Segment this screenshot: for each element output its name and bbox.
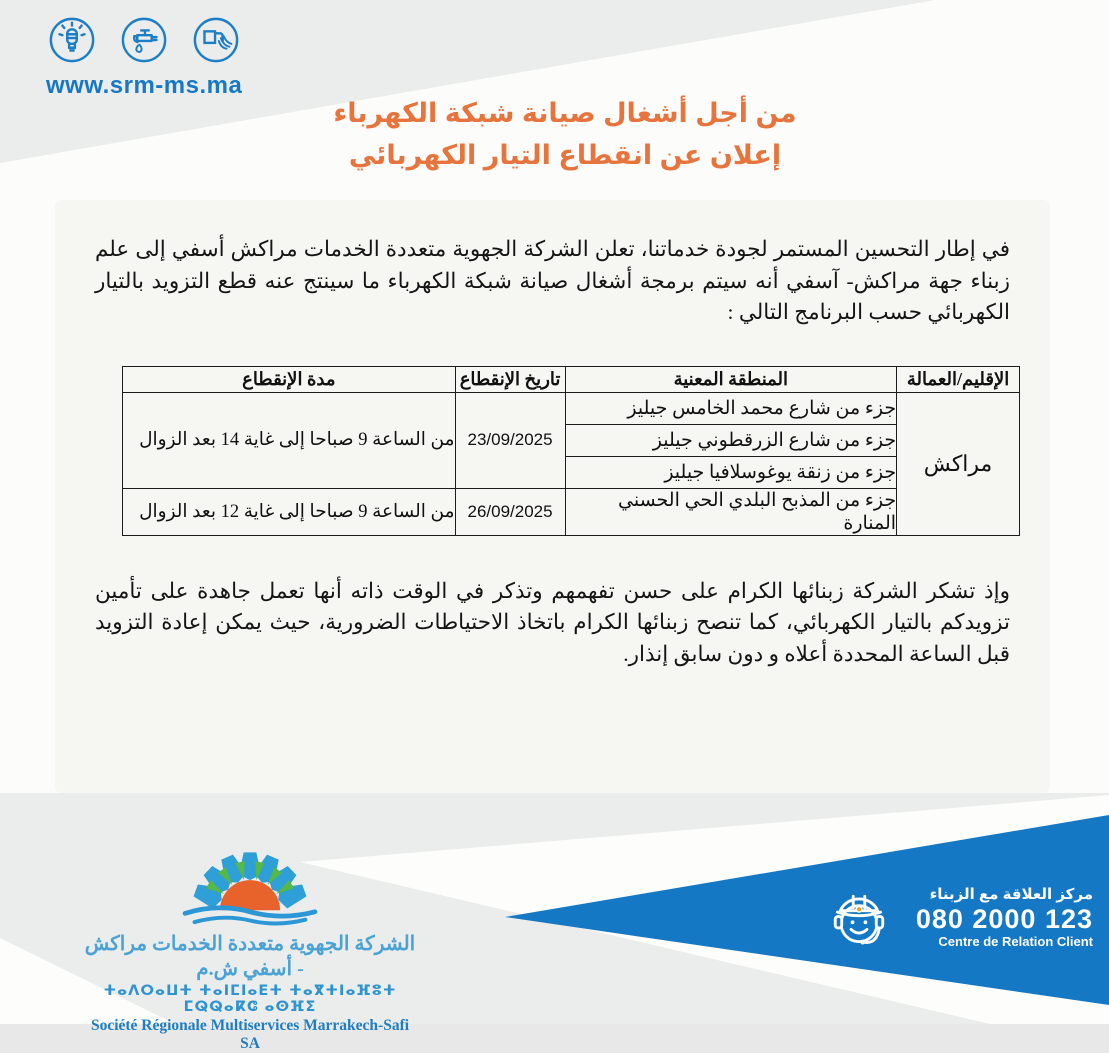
crc-label-french: Centre de Relation Client: [938, 934, 1093, 949]
website-link[interactable]: www.srm-ms.ma: [46, 72, 243, 99]
table-header-row: [123, 366, 1020, 392]
service-icons: [48, 16, 240, 64]
company-logo-block: [80, 835, 420, 1053]
electricity-icon: [48, 16, 96, 64]
title-line-2: إعلان عن انقطاع التيار الكهربائي: [348, 140, 782, 170]
area-cell: جزء من شارع الزرقطوني جيليز: [565, 424, 897, 456]
crc-phone-number: 080 2000 123: [915, 904, 1093, 934]
company-name-tifinagh: ⵜⴰⴷⵔⴰⵡⵜ ⵜⴰⵏⵎⵏⴰⴹⵜ ⵜⴰⴳⵜⵏⴰⴼⵓⵜ ⵎⵕⵕⴰⴽⵛ ⴰⵙⴼⵉ: [103, 983, 397, 1015]
intro-paragraph: في إطار التحسين المستمر لجودة خدماتنا، تعلن الشركة الجهوية متعددة الخدمات مراكش أسفي إلى علم زبناء جهة مراكش- آسفي أنه سيتم برمجة أشغال صيانة شبكة الكهرباء ما سينتج عنه قطع التزويد بالتيار الكهربائي حسب البرنامج التالي :: [95, 237, 1010, 324]
area-cell: جزء من شارع محمد الخامس جيليز: [565, 392, 897, 424]
header-date: تاريخ الإنقطاع: [455, 366, 565, 392]
area-cell: جزء من المذبح البلدي الحي الحسني المنارة: [565, 488, 897, 535]
outage-schedule-table: [122, 366, 1020, 536]
company-name-arabic: الشركة الجهوية متعددة الخدمات مراكش - أسفي ش.م: [84, 933, 416, 980]
date-cell: 26/09/2025: [455, 488, 565, 535]
duration-cell: من الساعة 9 صباحا إلى غاية 12 بعد الزوال: [123, 488, 456, 535]
closing-paragraph: وإذ تشكر الشركة زبنائها الكرام على حسن تفهمهم وتذكر في الوقت ذاته أنها تعمل جاهدة على تأمين تزويدكم بالتيار الكهربائي، كما تنصح زبنائها الكرام باتخاذ الاحتياطات الضرورية، حيث يمكن إعادة التزويد قبل الساعة المحددة أعلاه و دون سابق إنذار.: [95, 578, 1010, 666]
support-agent-icon: [823, 871, 895, 964]
date-cell: 23/09/2025: [455, 392, 565, 488]
duration-cell: من الساعة 9 صباحا إلى غاية 14 بعد الزوال: [123, 392, 456, 488]
table-row: [123, 488, 1020, 535]
customer-relations-badge: [823, 871, 1093, 964]
area-cell: جزء من زنقة يوغوسلافيا جيليز: [565, 456, 897, 488]
announcement-panel: [55, 200, 1050, 793]
header-duration: مدة الإنقطاع: [123, 366, 456, 392]
crc-text-block: [903, 886, 1093, 949]
logo-petals: [185, 852, 315, 923]
crc-label-arabic: مركز العلاقة مع الزبناء: [929, 886, 1093, 903]
header-province: الإقليم/العمالة: [897, 366, 1020, 392]
province-cell: مراكش: [897, 392, 1020, 535]
water-icon: [120, 16, 168, 64]
footer: [0, 793, 1109, 1052]
table-row: [123, 392, 1020, 424]
header-area: المنطقة المعنية: [565, 366, 897, 392]
page-title: [300, 92, 830, 176]
company-logo-emblem: [80, 835, 420, 930]
company-name-french: Société Régionale Multiservices Marrakech-Safi SA: [90, 1017, 410, 1052]
title-line-1: من أجل أشغال صيانة شبكة الكهرباء: [333, 98, 797, 128]
sanitation-icon: [192, 16, 240, 64]
